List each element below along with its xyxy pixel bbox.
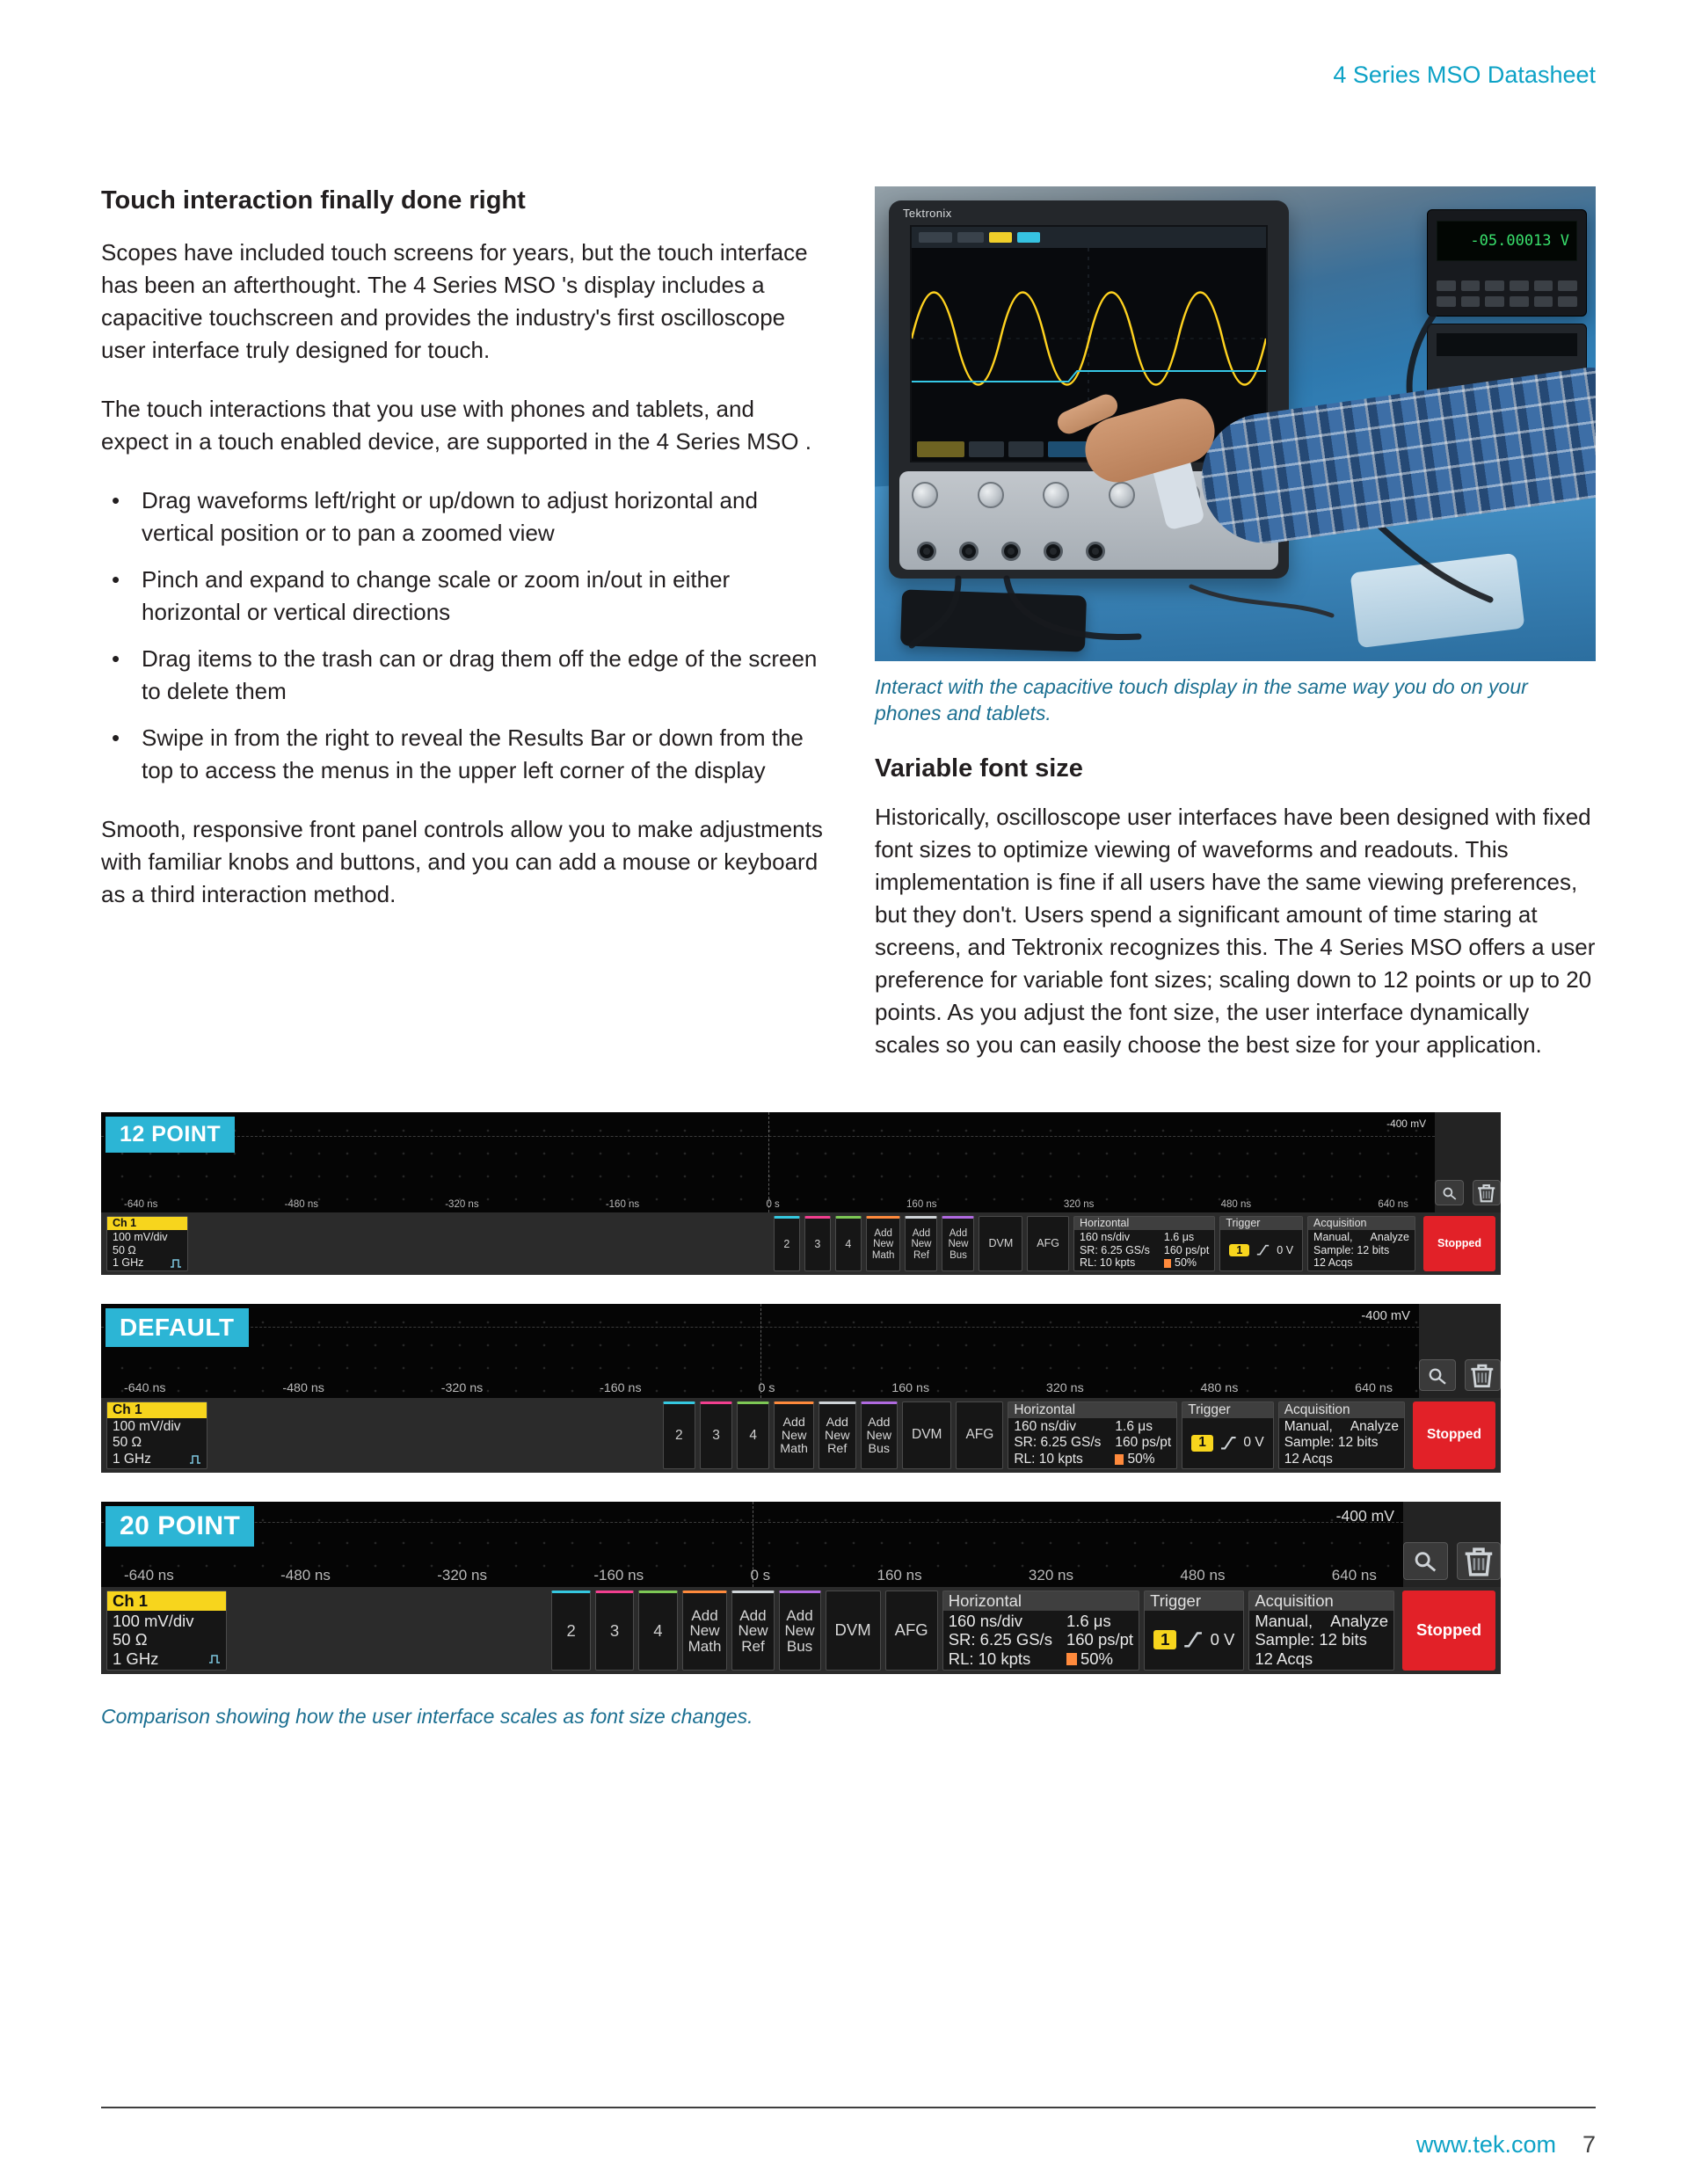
- channel1-scale: 100 mV/div: [113, 1611, 194, 1630]
- trigger-source-chip: 1: [1153, 1630, 1176, 1649]
- font-comparison-figure: [101, 1112, 1501, 1729]
- axis-tick: 160 ns: [877, 1566, 922, 1583]
- record-length: RL: 10 kpts: [948, 1649, 1031, 1669]
- zoom-tool-icon: [1403, 1542, 1448, 1580]
- position-percent: 50%: [1127, 1451, 1155, 1467]
- badge-bar-spacer: [212, 1401, 658, 1469]
- dvm-label: DVM: [912, 1427, 942, 1443]
- horizontal-duration: 1.6 μs: [1066, 1611, 1111, 1630]
- level-marker-line: [101, 1327, 1419, 1328]
- add-label: Add: [912, 1228, 931, 1240]
- add-new-math-button: [682, 1591, 728, 1671]
- channel2-number: 2: [675, 1428, 683, 1444]
- graticule-side-toolbar: [1403, 1502, 1501, 1587]
- channel3-button: [804, 1216, 831, 1271]
- figure-default: [101, 1304, 1501, 1473]
- channel2-number: 2: [566, 1621, 576, 1641]
- bullet-list: [101, 484, 827, 787]
- bullet-item: • Drag waveforms left/right or up/down to adjust horizontal and vertical position or to pan a zoomed view: [101, 484, 827, 550]
- channel1-badge: [106, 1216, 188, 1271]
- add-new-ref-button: [905, 1216, 937, 1271]
- trigger-title: Trigger: [1182, 1402, 1272, 1418]
- channel2-button: [663, 1401, 695, 1469]
- axis-tick: 640 ns: [1378, 1199, 1408, 1210]
- add-label: Add: [782, 1415, 805, 1430]
- acquisition-title: Acquisition: [1308, 1217, 1415, 1230]
- axis-tick: 640 ns: [1331, 1566, 1377, 1583]
- trash-icon: [1457, 1542, 1502, 1580]
- channel2-button: [774, 1216, 800, 1271]
- trigger-panel: [1182, 1401, 1273, 1469]
- add-label: New: [689, 1622, 720, 1640]
- stopped-badge: Stopped: [1402, 1591, 1495, 1671]
- page-number: 7: [1582, 2131, 1596, 2158]
- afg-button: [885, 1591, 938, 1671]
- channel1-impedance: 50 Ω: [113, 1630, 148, 1649]
- channel3-button: [700, 1401, 732, 1469]
- add-label: Math: [688, 1638, 722, 1656]
- waveform-graticule: [101, 1112, 1435, 1212]
- bullet-item: • Drag items to the trash can or drag them off the edge of the screen to delete them: [101, 643, 827, 708]
- sample-interval: 160 ps/pt: [1115, 1435, 1172, 1451]
- trigger-readouts: [1182, 1418, 1272, 1468]
- axis-tick: -480 ns: [280, 1566, 331, 1583]
- vertical-readout: -400 mV: [1361, 1309, 1410, 1323]
- channel1-readouts: [107, 1611, 226, 1670]
- waveform-graticule: [101, 1304, 1419, 1398]
- section-heading-fontsize: Variable font size: [875, 754, 1083, 783]
- paragraph: Historically, oscilloscope user interfaces have been designed with fixed font sizes to optimize viewing of waveforms and readouts. This implementation is fine if all users have the same viewing preferences, but they don't. Users spend a significant amount of time staring at screens, and Tektronix recognizes this. The 4 Series MSO offers a user preference for variable font sizes; scaling down to 12 points or up to 20 points. As you adjust the font size, the user interface dynamically scales so you can easily choose the best size for your application.: [875, 804, 1596, 1058]
- trigger-source-chip: 1: [1191, 1435, 1213, 1451]
- time-axis: [124, 1567, 1377, 1584]
- position-icon: [1115, 1454, 1124, 1465]
- badge-bar: [101, 1587, 1501, 1674]
- acq-count: 12 Acqs: [1284, 1451, 1333, 1467]
- dvm-button: [979, 1216, 1022, 1271]
- horizontal-panel: [1073, 1216, 1215, 1271]
- axis-tick: 0 s: [750, 1566, 771, 1583]
- acquisition-panel: [1248, 1591, 1394, 1671]
- channel1-impedance: 50 Ω: [113, 1435, 142, 1451]
- trigger-title: Trigger: [1220, 1217, 1302, 1230]
- trigger-readouts: [1220, 1230, 1302, 1270]
- sample-interval: 160 ps/pt: [1066, 1630, 1134, 1649]
- horizontal-readouts: [1008, 1418, 1176, 1468]
- figure-20-point: [101, 1502, 1501, 1674]
- dvm-button: [826, 1591, 881, 1671]
- horizontal-scale: 160 ns/div: [1014, 1419, 1077, 1435]
- channel1-scale: 100 mV/div: [113, 1419, 181, 1435]
- add-label: New: [824, 1428, 850, 1443]
- record-length: RL: 10 kpts: [1014, 1451, 1083, 1467]
- add-label: Add: [786, 1606, 813, 1624]
- acquisition-panel: [1307, 1216, 1415, 1271]
- position-icon: [1164, 1259, 1171, 1268]
- font-size-label: DEFAULT: [106, 1308, 249, 1347]
- axis-tick: -480 ns: [282, 1380, 324, 1395]
- graticule-side-toolbar: [1419, 1304, 1501, 1398]
- sample-interval: 160 ps/pt: [1163, 1243, 1210, 1256]
- record-length: RL: 10 kpts: [1079, 1256, 1136, 1270]
- dvm-label: DVM: [834, 1620, 871, 1640]
- level-marker-line: [101, 1136, 1435, 1137]
- acquisition-readouts: [1279, 1418, 1404, 1468]
- acq-analyze: Analyze: [1350, 1419, 1399, 1435]
- doc-footer: [1416, 2131, 1596, 2159]
- axis-tick: 0 s: [758, 1380, 775, 1395]
- axis-tick: -160 ns: [600, 1380, 642, 1395]
- time-axis: [124, 1381, 1393, 1395]
- axis-tick: -160 ns: [593, 1566, 644, 1583]
- vertical-readout: -400 mV: [1335, 1507, 1394, 1525]
- channel3-number: 3: [609, 1621, 620, 1641]
- channel1-label: Ch 1: [107, 1217, 187, 1230]
- stopped-badge: Stopped: [1423, 1216, 1495, 1271]
- zoom-tool-icon: [1435, 1180, 1464, 1205]
- add-new-bus-button: [779, 1591, 821, 1671]
- add-new-ref-button: [819, 1401, 856, 1469]
- channel1-readouts: [107, 1418, 207, 1468]
- add-new-math-button: [866, 1216, 901, 1271]
- axis-tick: 160 ns: [891, 1380, 930, 1395]
- horizontal-title: Horizontal: [1008, 1402, 1176, 1418]
- acq-analyze: Analyze: [1370, 1230, 1409, 1243]
- add-label: New: [738, 1622, 768, 1640]
- dvm-button: [902, 1401, 951, 1469]
- channel1-bandwidth: 1 GHz: [113, 1649, 159, 1669]
- position-percent: 50%: [1080, 1649, 1113, 1669]
- add-label: Math: [871, 1249, 895, 1261]
- afg-label: AFG: [965, 1427, 994, 1443]
- bandwidth-limit-icon: [189, 1455, 201, 1464]
- badge-bar-spacer: [193, 1216, 769, 1271]
- channel1-scale: 100 mV/div: [113, 1230, 168, 1243]
- add-new-ref-button: [731, 1591, 774, 1671]
- font-size-label: 20 POINT: [106, 1506, 254, 1547]
- horizontal-readouts: [1074, 1230, 1214, 1270]
- axis-tick: -640 ns: [124, 1380, 166, 1395]
- add-label: Add: [874, 1228, 892, 1240]
- zoom-tool-icon: [1419, 1359, 1456, 1391]
- touch-photo-figure: [875, 186, 1596, 661]
- tektronix-logo: Tektronix: [903, 207, 952, 220]
- channel4-button: [835, 1216, 862, 1271]
- add-label: New: [911, 1239, 932, 1250]
- trigger-level: 0 V: [1277, 1243, 1294, 1256]
- sample-rate: SR: 6.25 GS/s: [1079, 1243, 1150, 1256]
- add-label: New: [784, 1622, 815, 1640]
- paragraph: The touch interactions that you use with phones and tablets, and expect in a touch enabled device, are supported in the 4 Series MSO .: [101, 396, 811, 455]
- add-label: Add: [826, 1415, 848, 1430]
- horizontal-title: Horizontal: [1074, 1217, 1214, 1230]
- horizontal-scale: 160 ns/div: [1079, 1230, 1130, 1243]
- acq-mode: Manual,: [1284, 1419, 1333, 1435]
- acquisition-panel: [1278, 1401, 1405, 1469]
- acq-analyze: Analyze: [1330, 1611, 1388, 1630]
- position-percent: 50%: [1175, 1256, 1197, 1270]
- horizontal-duration: 1.6 μs: [1115, 1419, 1153, 1435]
- channel1-badge: [106, 1591, 227, 1671]
- graticule-row: [101, 1304, 1501, 1398]
- bullet-item: • Swipe in from the right to reveal the Results Bar or down from the top to access the menus in the upper left corner of the display: [101, 722, 827, 787]
- acquisition-readouts: [1308, 1230, 1415, 1270]
- bullet-item: • Pinch and expand to change scale or zoom in/out in either horizontal or vertical directions: [101, 564, 827, 629]
- vertical-readout: -400 mV: [1386, 1117, 1426, 1130]
- add-label: New: [873, 1239, 894, 1250]
- figure-12-point: [101, 1112, 1501, 1275]
- axis-tick: 480 ns: [1180, 1566, 1226, 1583]
- axis-tick: -320 ns: [437, 1566, 487, 1583]
- footer-rule: [101, 2107, 1596, 2108]
- add-label: Bus: [950, 1249, 967, 1261]
- channel4-button: [737, 1401, 769, 1469]
- axis-tick: 320 ns: [1063, 1199, 1095, 1210]
- channel3-number: 3: [814, 1238, 821, 1251]
- badge-bar: [101, 1398, 1501, 1473]
- acq-sample: Sample: 12 bits: [1313, 1243, 1390, 1256]
- channel1-bandwidth: 1 GHz: [113, 1451, 151, 1467]
- axis-tick: -640 ns: [124, 1199, 158, 1210]
- trash-icon: [1465, 1359, 1502, 1391]
- sample-rate: SR: 6.25 GS/s: [948, 1630, 1052, 1649]
- horizontal-duration: 1.6 μs: [1163, 1230, 1195, 1243]
- acq-mode: Manual,: [1255, 1611, 1313, 1630]
- doc-header: [1333, 62, 1596, 89]
- level-marker-line: [101, 1522, 1403, 1523]
- trigger-slope-icon: [1256, 1244, 1270, 1256]
- add-label: New: [948, 1239, 969, 1250]
- afg-label: AFG: [1037, 1237, 1059, 1250]
- trigger-level: 0 V: [1243, 1435, 1264, 1451]
- add-label: Add: [739, 1606, 767, 1624]
- trigger-panel: [1144, 1591, 1244, 1671]
- add-label: Bus: [868, 1441, 891, 1456]
- afg-label: AFG: [894, 1620, 928, 1640]
- add-new-math-button: [774, 1401, 814, 1469]
- dmm-reading: -05.00013 V: [1470, 232, 1569, 250]
- add-label: Bus: [786, 1638, 813, 1656]
- horizontal-readouts: [943, 1611, 1139, 1670]
- axis-tick: -480 ns: [284, 1199, 318, 1210]
- stopped-badge: Stopped: [1413, 1401, 1495, 1469]
- add-label: Ref: [741, 1638, 765, 1656]
- graticule-side-toolbar: [1435, 1112, 1501, 1212]
- add-label: Ref: [827, 1441, 848, 1456]
- badge-bar: [101, 1212, 1501, 1275]
- waveform-graticule: [101, 1502, 1403, 1587]
- badge-bar-spacer: [231, 1591, 548, 1671]
- center-gridline: [768, 1112, 769, 1212]
- left-column: [101, 186, 827, 937]
- channel3-number: 3: [712, 1428, 720, 1444]
- paragraph: Scopes have included touch screens for years, but the touch interface has been an afterthought. The 4 Series MSO 's display includes a capacitive touchscreen and provides the industry's first oscilloscope user interface truly designed for touch.: [101, 239, 808, 363]
- acquisition-title: Acquisition: [1279, 1402, 1404, 1418]
- channel3-button: [595, 1591, 634, 1671]
- horizontal-title: Horizontal: [943, 1591, 1139, 1611]
- channel1-label: Ch 1: [107, 1402, 207, 1418]
- channel4-number: 4: [749, 1428, 758, 1444]
- axis-tick: -640 ns: [124, 1566, 174, 1583]
- add-label: Math: [780, 1441, 808, 1456]
- axis-tick: 320 ns: [1028, 1566, 1074, 1583]
- channel4-number: 4: [845, 1238, 852, 1251]
- channel1-impedance: 50 Ω: [113, 1243, 136, 1256]
- bandwidth-limit-icon: [208, 1655, 221, 1663]
- channel1-bandwidth: 1 GHz: [113, 1256, 144, 1270]
- section-heading-touch: Touch interaction finally done right: [101, 186, 526, 215]
- paragraph: Smooth, responsive front panel controls allow you to make adjustments with familiar knobs and buttons, and you can add a mouse or keyboard as a third interaction method.: [101, 816, 823, 907]
- add-label: Ref: [913, 1249, 929, 1261]
- trigger-readouts: [1145, 1611, 1243, 1670]
- axis-tick: -320 ns: [440, 1380, 484, 1395]
- acq-count: 12 Acqs: [1255, 1649, 1313, 1669]
- bandwidth-limit-icon: [170, 1259, 182, 1268]
- trigger-source-chip: 1: [1229, 1244, 1249, 1257]
- channel4-number: 4: [653, 1621, 663, 1641]
- position-icon: [1066, 1653, 1077, 1666]
- add-label: New: [781, 1428, 807, 1443]
- photo-caption: Interact with the capacitive touch display in the same way you do on your phones and tablets.: [875, 675, 1528, 724]
- footer-link[interactable]: www.tek.com: [1415, 2131, 1556, 2158]
- add-label: Add: [868, 1415, 891, 1430]
- axis-tick: 160 ns: [906, 1199, 937, 1210]
- trash-icon: [1473, 1180, 1502, 1205]
- channel2-number: 2: [783, 1238, 790, 1251]
- trigger-slope-icon: [1183, 1631, 1203, 1649]
- axis-tick: -160 ns: [605, 1199, 640, 1210]
- channel2-button: [551, 1591, 590, 1671]
- add-new-bus-button: [942, 1216, 974, 1271]
- channel1-readouts: [107, 1230, 187, 1270]
- axis-tick: -320 ns: [445, 1199, 479, 1210]
- add-label: New: [866, 1428, 892, 1443]
- afg-button: [1027, 1216, 1069, 1271]
- horizontal-panel: [942, 1591, 1139, 1671]
- acq-count: 12 Acqs: [1313, 1256, 1353, 1270]
- acquisition-title: Acquisition: [1249, 1591, 1393, 1611]
- axis-tick: 640 ns: [1355, 1380, 1393, 1395]
- add-label: Add: [949, 1228, 968, 1240]
- axis-tick: 0 s: [766, 1199, 780, 1210]
- channel4-button: [638, 1591, 677, 1671]
- sample-rate: SR: 6.25 GS/s: [1014, 1435, 1102, 1451]
- add-label: Add: [691, 1606, 718, 1624]
- add-new-bus-button: [861, 1401, 899, 1469]
- acq-sample: Sample: 12 bits: [1255, 1630, 1367, 1649]
- trigger-title: Trigger: [1145, 1591, 1243, 1611]
- dvm-label: DVM: [988, 1237, 1014, 1250]
- horizontal-panel: [1008, 1401, 1177, 1469]
- font-size-label: 12 POINT: [106, 1117, 235, 1153]
- trigger-slope-icon: [1220, 1436, 1237, 1451]
- acquisition-readouts: [1249, 1611, 1393, 1670]
- graticule-row: [101, 1502, 1501, 1587]
- afg-button: [956, 1401, 1003, 1469]
- right-column: [875, 186, 1596, 1088]
- axis-tick: 480 ns: [1220, 1199, 1252, 1210]
- doc-title: 4 Series MSO Datasheet: [1333, 62, 1596, 88]
- axis-tick: 480 ns: [1200, 1380, 1239, 1395]
- trigger-level: 0 V: [1210, 1630, 1235, 1649]
- channel1-badge: [106, 1401, 207, 1469]
- channel1-label: Ch 1: [107, 1591, 226, 1611]
- time-axis: [124, 1199, 1408, 1210]
- comparison-caption: Comparison showing how the user interface scales as font size changes.: [101, 1705, 753, 1728]
- graticule-row: [101, 1112, 1501, 1212]
- horizontal-scale: 160 ns/div: [948, 1611, 1023, 1630]
- trigger-panel: [1219, 1216, 1303, 1271]
- acq-mode: Manual,: [1313, 1230, 1353, 1243]
- axis-tick: 320 ns: [1045, 1380, 1084, 1395]
- acq-sample: Sample: 12 bits: [1284, 1435, 1379, 1451]
